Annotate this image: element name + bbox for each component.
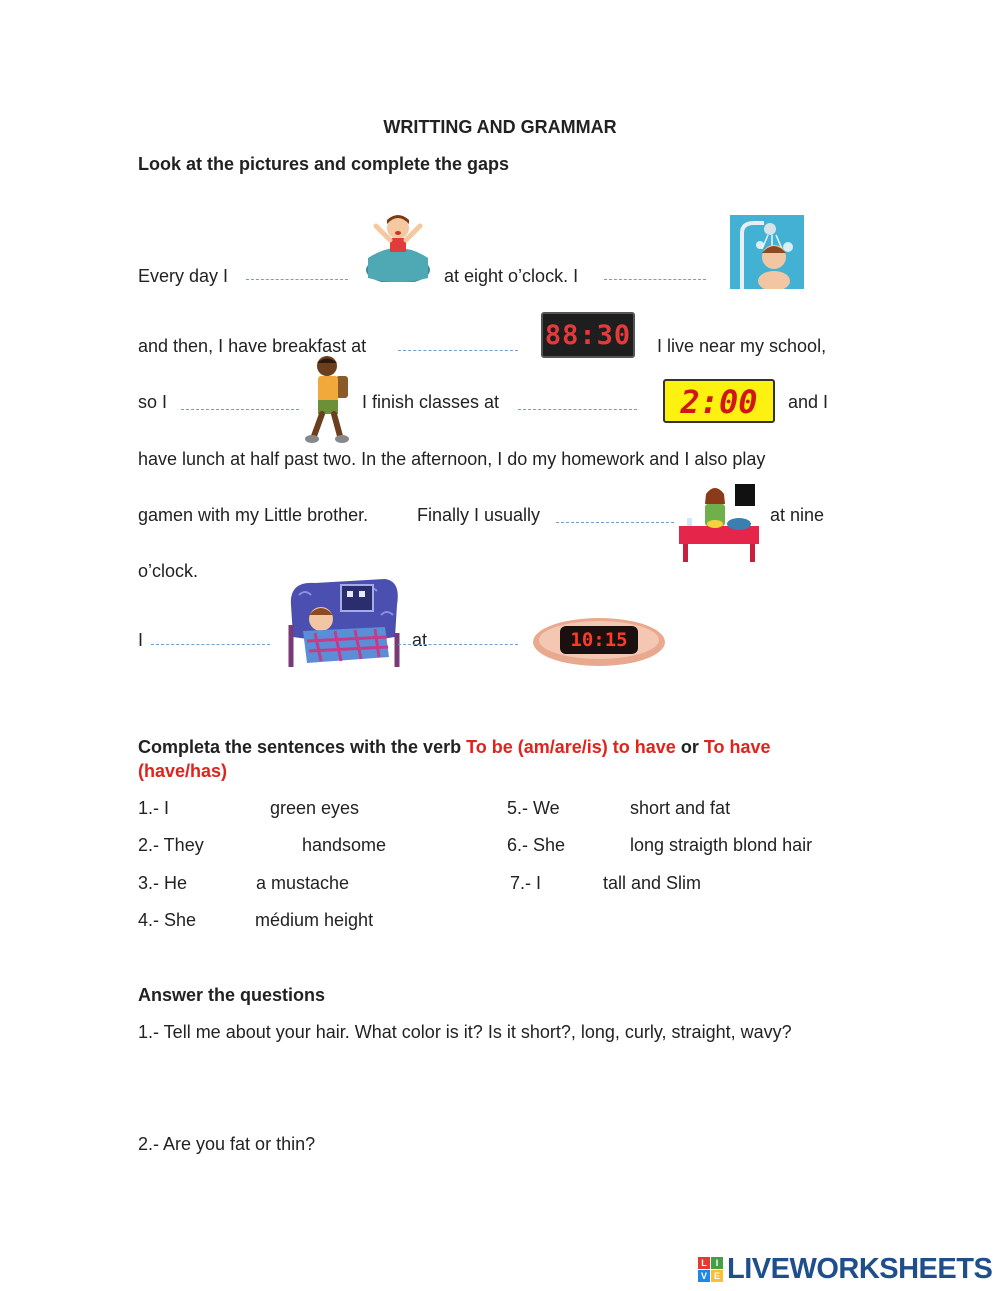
text-line3-a: so I xyxy=(138,392,168,412)
gap-1[interactable] xyxy=(246,279,348,280)
item-7-text: tall and Slim xyxy=(603,873,702,893)
logo-letter-e: E xyxy=(711,1270,723,1282)
item-1-number: 1.- I xyxy=(138,798,170,818)
gap-5[interactable] xyxy=(518,409,637,410)
sleeping-picture xyxy=(285,575,403,673)
page-title: WRITTING AND GRAMMAR xyxy=(383,117,617,137)
yellow-clock-picture xyxy=(663,379,775,423)
gap-4[interactable] xyxy=(181,409,299,410)
footer-brand[interactable]: LIVEWORKSHEETS xyxy=(727,1253,993,1285)
walking-boy-picture xyxy=(302,354,352,444)
gap-7[interactable] xyxy=(151,644,270,645)
clock-display: 2:00 xyxy=(680,383,758,421)
text-line7-a: I xyxy=(138,630,144,650)
gap-6[interactable] xyxy=(556,522,674,523)
item-4-number: 4.- She xyxy=(138,910,197,930)
gap-8[interactable] xyxy=(398,644,518,645)
section3-heading: Answer the questions xyxy=(138,985,326,1005)
clock-display: 10:15 xyxy=(570,629,628,651)
logo-letter-i: I xyxy=(711,1257,723,1269)
heading-or: or xyxy=(680,737,699,757)
question-1: 1.- Tell me about your hair. What color is it? Is it short?, long, curly, straight, wavy? xyxy=(138,1022,792,1042)
gap-3[interactable] xyxy=(398,350,518,351)
logo-letter-l: L xyxy=(698,1257,710,1269)
item-4-text: médium height xyxy=(255,910,374,930)
item-2-text: handsome xyxy=(302,835,387,855)
shower-picture xyxy=(730,215,804,289)
section1-heading: Look at the pictures and complete the gaps xyxy=(138,154,510,174)
section2-heading-line2: (have/has) xyxy=(138,761,228,781)
dinner-picture xyxy=(677,482,761,564)
text-line5-a: gamen with my Little brother. xyxy=(138,505,369,525)
digital-clock-picture xyxy=(541,312,635,358)
item-7-number: 7.- I xyxy=(510,873,542,893)
item-2-number: 2.- They xyxy=(138,835,204,855)
text-line3-c: and I xyxy=(788,392,829,412)
text-line6: o’clock. xyxy=(138,561,199,581)
text-line5-b: Finally I usually xyxy=(417,505,541,525)
text-line2-a: and then, I have breakfast at xyxy=(138,336,367,356)
item-3-number: 3.- He xyxy=(138,873,188,893)
section2-heading xyxy=(138,736,771,758)
text-line7-b: at xyxy=(412,630,428,650)
gap-2[interactable] xyxy=(604,279,706,280)
text-line4: have lunch at half past two. In the afternoon, I do my homework and I also play xyxy=(138,449,766,469)
text-line5-c: at nine xyxy=(770,505,825,525)
text-line1-a: Every day I xyxy=(138,266,229,286)
heading-text: Completa the sentences with the verb xyxy=(138,737,462,757)
wake-up-picture xyxy=(364,208,432,282)
question-2: 2.- Are you fat or thin? xyxy=(138,1134,316,1154)
logo-letter-v: V xyxy=(698,1270,710,1282)
item-1-text: green eyes xyxy=(270,798,360,818)
item-6-text: long straigth blond hair xyxy=(630,835,813,855)
item-5-text: short and fat xyxy=(630,798,731,818)
text-line1-b: at eight o’clock. I xyxy=(444,266,579,286)
clock-display: 88:30 xyxy=(544,320,632,351)
heading-red-2: To have xyxy=(703,737,771,757)
liveworksheets-logo-icon xyxy=(698,1257,724,1283)
item-5-number: 5.- We xyxy=(507,798,560,818)
alarm-clock-picture xyxy=(528,612,670,672)
text-line2-b: I live near my school, xyxy=(657,336,827,356)
heading-red-1: To be (am/are/is) to have xyxy=(466,737,676,757)
item-3-text: a mustache xyxy=(256,873,350,893)
text-line3-b: I finish classes at xyxy=(362,392,500,412)
item-6-number: 6.- She xyxy=(507,835,566,855)
